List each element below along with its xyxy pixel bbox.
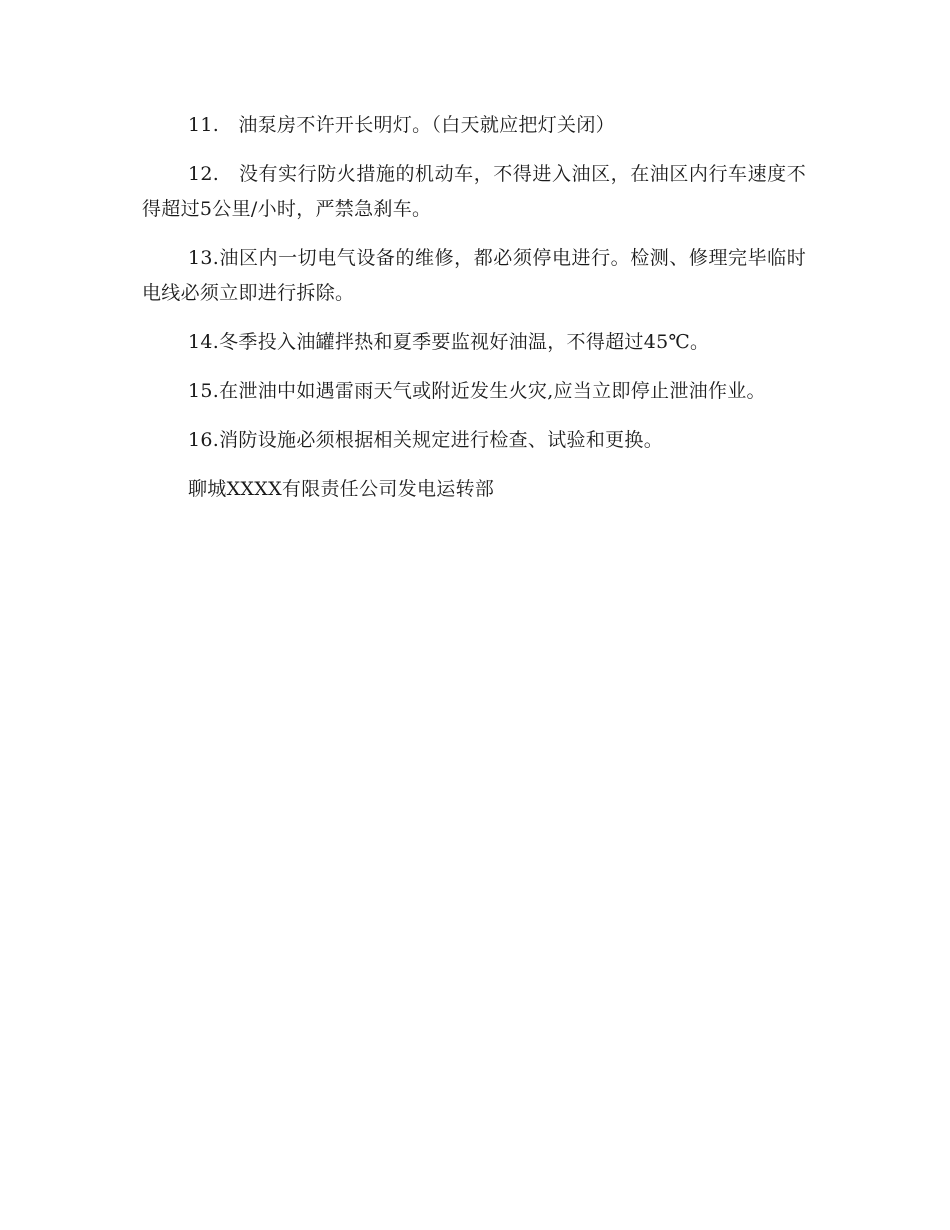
paragraph-item-12: 12. 没有实行防火措施的机动车，不得进入油区，在油区内行车速度不得超过5公里/小时，严禁急刹车。 (142, 163, 806, 220)
paragraph-item-13: 13.油区内一切电气设备的维修，都必须停电进行。检测、修理完毕临时电线必须立即进行拆除。 (142, 247, 806, 304)
paragraph-item-14: 14.冬季投入油罐拌热和夏季要监视好油温，不得超过45℃。 (188, 331, 710, 353)
paragraph-item-16: 16.消防设施必须根据相关规定进行检查、试验和更换。 (188, 429, 664, 451)
document-body (142, 108, 806, 521)
signature-line: 聊城XXXX有限责任公司发电运转部 (188, 478, 495, 500)
paragraph-item-11: 11. 油泵房不许开长明灯。（白天就应把灯关闭） (188, 114, 615, 136)
paragraph-item-15: 15.在泄油中如遇雷雨天气或附近发生火灾,应当立即停止泄油作业。 (188, 380, 766, 402)
